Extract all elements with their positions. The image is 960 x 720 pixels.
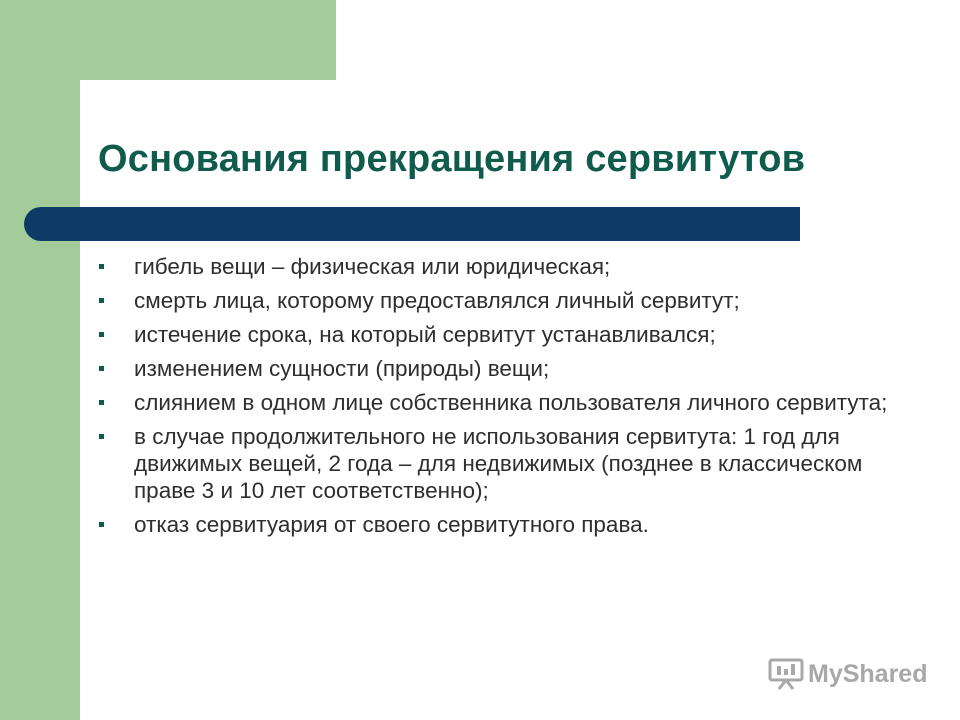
bullet-text: гибель вещи – физическая или юридическая; xyxy=(134,254,611,279)
green-side-band xyxy=(0,0,80,720)
bullet-item xyxy=(96,287,896,314)
bullet-text: в случае продолжительного не использования сервитута: 1 год для движимых вещей, 2 года – для недвижимых (позднее в классическом праве 3 и 10 лет соответственно); xyxy=(134,424,863,503)
myshared-watermark xyxy=(768,658,927,690)
square-bullet-icon xyxy=(99,400,104,405)
bullet-item xyxy=(96,389,896,416)
bullet-item xyxy=(96,423,896,504)
bullet-text: истечение срока, на который сервитут устанавливался; xyxy=(134,322,716,347)
square-bullet-icon xyxy=(99,332,104,337)
bullet-text: изменением сущности (природы) вещи; xyxy=(134,356,550,381)
title-divider-bar xyxy=(24,207,800,241)
presentation-board-icon xyxy=(768,658,804,690)
bullet-text: отказ сервитуария от своего сервитутного права. xyxy=(134,512,649,537)
slide-title: Основания прекращения сервитутов xyxy=(98,138,806,180)
bullet-item xyxy=(96,253,896,280)
bullet-list xyxy=(96,253,896,545)
bullet-item xyxy=(96,321,896,348)
bullet-item xyxy=(96,511,896,538)
square-bullet-icon xyxy=(99,264,104,269)
square-bullet-icon xyxy=(99,366,104,371)
watermark-brand-text: MyShared xyxy=(808,659,928,688)
square-bullet-icon xyxy=(99,298,104,303)
square-bullet-icon xyxy=(99,522,104,527)
bullet-item xyxy=(96,355,896,382)
green-top-band xyxy=(0,0,336,80)
bullet-text: слиянием в одном лице собственника пользователя личного сервитута; xyxy=(134,390,888,415)
bullet-text: смерть лица, которому предоставлялся личный сервитут; xyxy=(134,288,740,313)
square-bullet-icon xyxy=(99,434,104,439)
